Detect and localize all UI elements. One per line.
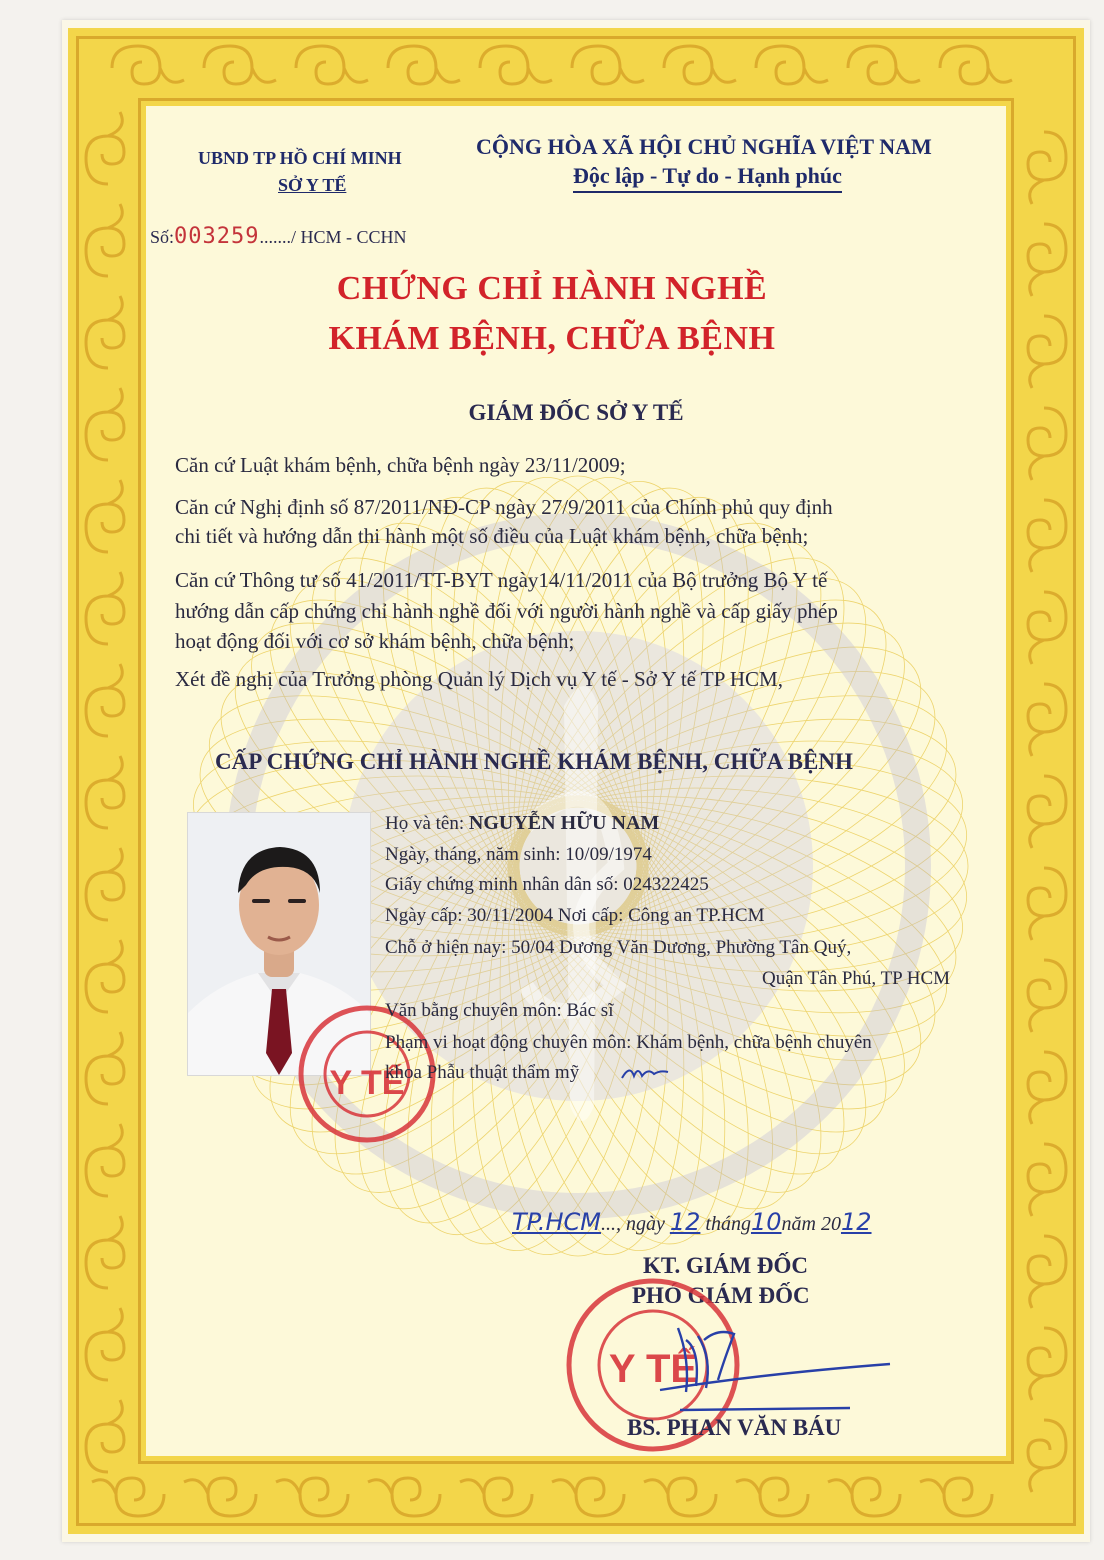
certificate-title-line1: CHỨNG CHỈ HÀNH NGHỀ bbox=[336, 270, 768, 307]
date-text: năm 20 bbox=[781, 1213, 841, 1235]
preamble-line: Xét đề nghị của Trưởng phòng Quản lý Dịch vụ Y tế - Sở Y tế TP HCM, bbox=[175, 667, 783, 691]
holder-id-number: Giấy chứng minh nhân dân số: 024322425 bbox=[385, 874, 709, 895]
holder-degree: Văn bằng chuyên môn: Bác sĩ bbox=[385, 1000, 614, 1021]
issue-month-handwritten: 10 bbox=[750, 1208, 782, 1236]
holder-id-issue: Ngày cấp: 30/11/2004 Nơi cấp: Công an TP.HCM bbox=[385, 905, 765, 926]
serial-suffix: ......./ HCM - CCHN bbox=[259, 227, 407, 247]
holder-address-line1: Chỗ ở hiện nay: 50/04 Dương Văn Dương, Phường Tân Quý, bbox=[385, 937, 852, 958]
issue-place-handwritten: TP.HCM bbox=[512, 1208, 601, 1236]
holder-scope-line2: khoa Phẫu thuật thẩm mỹ bbox=[385, 1062, 580, 1083]
holder-address-line2: Quận Tân Phú, TP HCM bbox=[762, 968, 951, 989]
seal-center-text: Y TẾ bbox=[608, 1347, 698, 1391]
seal-center-text: Y TẾ bbox=[329, 1064, 405, 1102]
serial-number: 003259 bbox=[174, 224, 260, 249]
preamble-line: chi tiết và hướng dẫn thi hành một số điều của Luật khám bệnh, chữa bệnh; bbox=[175, 524, 809, 548]
department-name: SỞ Y TẾ bbox=[278, 175, 347, 195]
holder-scope-line1: Phạm vi hoạt động chuyên môn: Khám bệnh, chữa bệnh chuyên bbox=[385, 1032, 872, 1053]
serial-prefix: Số: bbox=[150, 227, 175, 247]
preamble-line: Căn cứ Nghị định số 87/2011/NĐ-CP ngày 27/9/2011 của Chính phủ quy định bbox=[175, 495, 833, 519]
signer-name: BS. PHAN VĂN BÁU bbox=[627, 1415, 842, 1440]
holder-dob: Ngày, tháng, năm sinh: 10/09/1974 bbox=[385, 844, 652, 865]
initial-mark bbox=[620, 1060, 670, 1084]
grant-heading: CẤP CHỨNG CHỈ HÀNH NGHỀ KHÁM BỆNH, CHỮA BỆNH bbox=[215, 749, 853, 774]
issuer-heading: GIÁM ĐỐC SỞ Y TẾ bbox=[468, 400, 684, 425]
preamble-line: Căn cứ Luật khám bệnh, chữa bệnh ngày 23/11/2009; bbox=[175, 453, 626, 477]
issue-date-line bbox=[512, 1208, 872, 1236]
certificate-body bbox=[146, 106, 1006, 1456]
holder-name-row bbox=[385, 812, 659, 835]
date-text: ..., ngày bbox=[600, 1213, 670, 1235]
holder-name: NGUYỄN HỮU NAM bbox=[468, 812, 660, 834]
date-text: tháng bbox=[700, 1213, 751, 1235]
signer-role-line2: PHÓ GIÁM ĐỐC bbox=[632, 1283, 810, 1308]
serial-line bbox=[150, 224, 407, 249]
holder-name-label: Họ và tên: bbox=[385, 813, 465, 834]
agency-name: UBND TP HỒ CHÍ MINH bbox=[198, 148, 402, 168]
issue-day-handwritten: 12 bbox=[669, 1208, 701, 1236]
preamble-line: hướng dẫn cấp chứng chỉ hành nghề đối với người hành nghề và cấp giấy phép bbox=[175, 599, 838, 623]
signer-role-line1: KT. GIÁM ĐỐC bbox=[643, 1253, 809, 1278]
country-name: CỘNG HÒA XÃ HỘI CHỦ NGHĨA VIỆT NAM bbox=[476, 134, 932, 159]
preamble-line: hoạt động đối với cơ sở khám bệnh, chữa bệnh; bbox=[175, 629, 575, 653]
national-motto: Độc lập - Tự do - Hạnh phúc bbox=[573, 163, 842, 193]
handwritten-signature bbox=[600, 1300, 900, 1420]
preamble-line: Căn cứ Thông tư số 41/2011/TT-BYT ngày14/11/2011 của Bộ trưởng Bộ Y tế bbox=[175, 568, 828, 592]
issue-year-handwritten: 12 bbox=[840, 1208, 872, 1236]
certificate-title-line2: KHÁM BỆNH, CHỮA BỆNH bbox=[328, 320, 776, 357]
